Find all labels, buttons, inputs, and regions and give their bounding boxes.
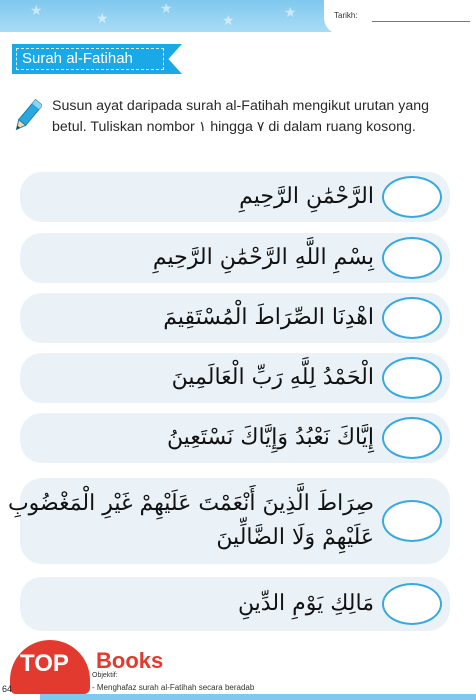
star-icon: ★: [222, 13, 235, 29]
verse-row: [7, 478, 450, 564]
answer-oval-input[interactable]: [382, 417, 442, 459]
star-icon: ★: [284, 5, 297, 21]
date-label: Tarikh:: [334, 11, 358, 20]
answer-oval-input[interactable]: [382, 297, 442, 339]
verse-text: عَلَيْهِمْ وَلَا الضَّالِّينَ: [216, 525, 374, 550]
answer-oval-input[interactable]: [382, 500, 442, 542]
answer-oval-input[interactable]: [382, 176, 442, 218]
logo-books-text: Books: [96, 648, 164, 673]
verse-row: [20, 293, 450, 343]
verse-text: مَالِكِ يَوْمِ الدِّينِ: [237, 591, 374, 616]
answer-oval-input[interactable]: [382, 583, 442, 625]
page-number: 64: [2, 684, 13, 694]
verse-text: الْحَمْدُ لِلَّهِ رَبِّ الْعَالَمِينَ: [171, 365, 374, 390]
verse-text: صِرَاطَ الَّذِينَ أَنْعَمْتَ عَلَيْهِمْ غَيْرِ الْمَغْضُوبِ: [7, 491, 374, 516]
answer-oval-input[interactable]: [382, 237, 442, 279]
verse-text: إِيَّاكَ نَعْبُدُ وَإِيَّاكَ نَسْتَعِينُ: [166, 425, 374, 450]
verse-text: بِسْمِ اللَّهِ الرَّحْمَٰنِ الرَّحِيمِ: [152, 245, 374, 270]
star-icon: ★: [160, 1, 173, 17]
page-title: Surah al-Fatihah: [22, 50, 133, 67]
verse-row: [20, 577, 450, 631]
verse-row: [20, 172, 450, 222]
answer-oval-input[interactable]: [382, 357, 442, 399]
logo-top-text: TOP: [20, 650, 69, 677]
objective-text: - Menghafaz surah al-Fatihah secara beradab: [92, 683, 255, 692]
objective-label: Objektif:: [92, 672, 118, 679]
footer-bar: [40, 694, 476, 700]
star-icon: ★: [30, 3, 43, 19]
star-icon: ★: [96, 11, 109, 27]
verse-row: [20, 233, 450, 283]
pencil-icon: [12, 96, 42, 136]
date-field[interactable]: [372, 21, 470, 22]
verse-text: الرَّحْمَٰنِ الرَّحِيمِ: [239, 184, 374, 209]
verse-row: [20, 413, 450, 463]
verse-text: اهْدِنَا الصِّرَاطَ الْمُسْتَقِيمَ: [163, 305, 374, 330]
instructions-text: Susun ayat daripada surah al-Fatihah mengikut urutan yang betul. Tuliskan nombor ١ hingga ٧ di dalam ruang kosong.: [52, 98, 429, 135]
date-tab: [324, 0, 476, 34]
verse-row: [20, 353, 450, 403]
